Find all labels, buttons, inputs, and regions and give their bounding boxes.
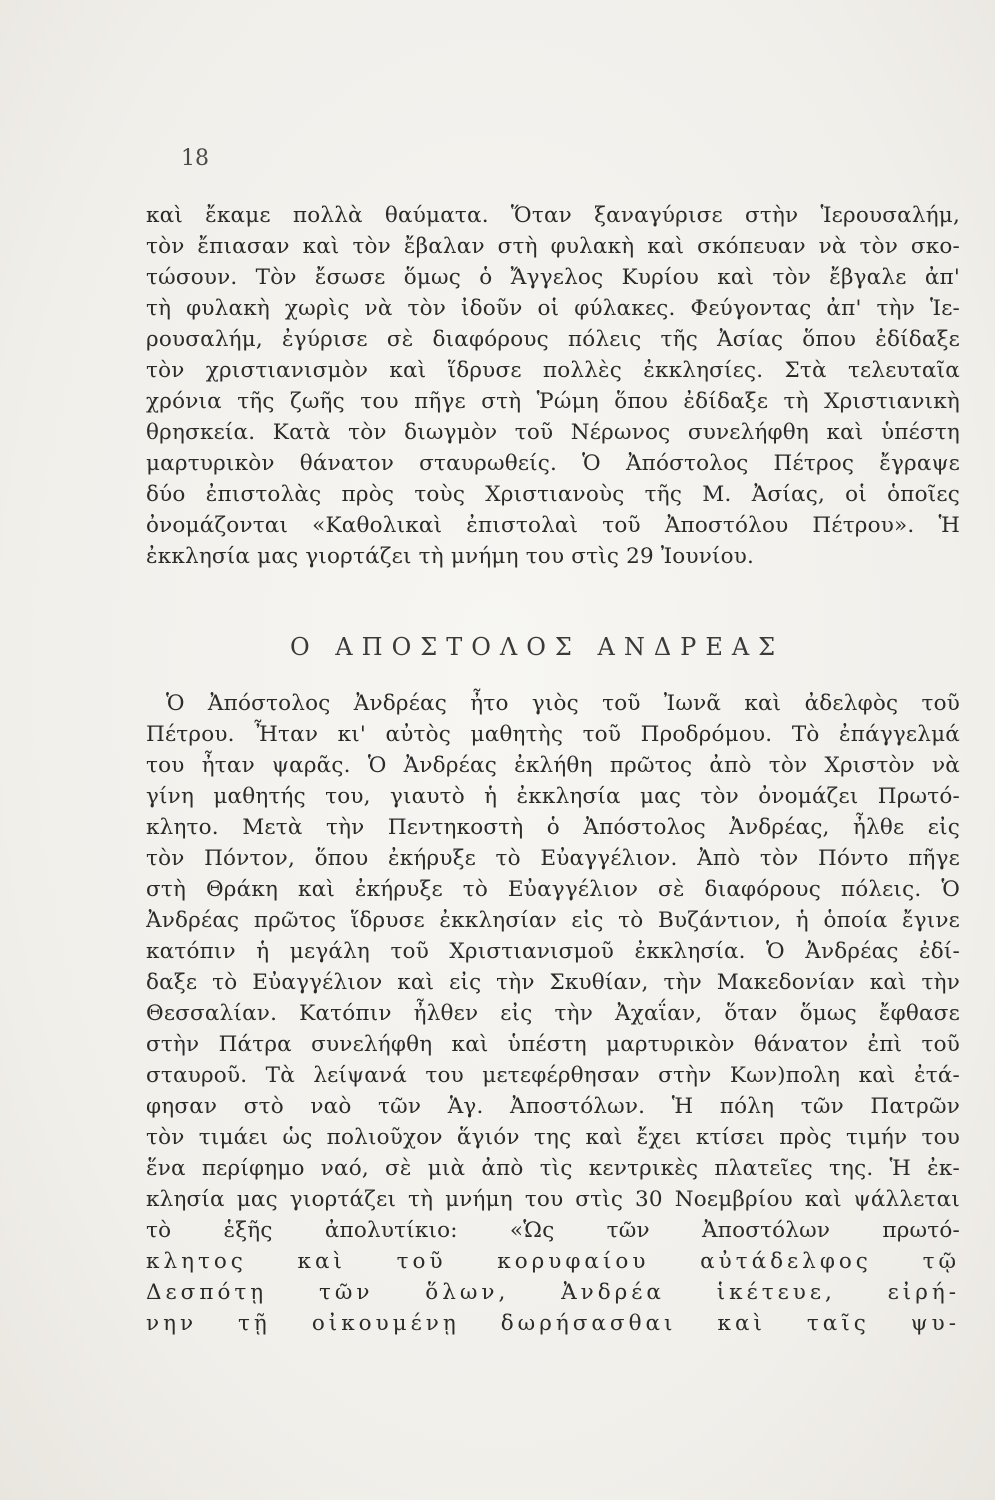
text-line: τὸν Πόντον, ὅπου ἐκήρυξε τὸ Εὐαγγέλιον. Ἀπὸ τὸν Πόντο πῆγε (146, 846, 960, 871)
text-line: ὀνομάζονται «Καθολικαὶ ἐπιστολαὶ τοῦ Ἀποστόλου Πέτρου». Ἡ (146, 513, 960, 538)
text-line: Θεσσαλίαν. Κατόπιν ἦλθεν εἰς τὴν Ἀχαΐαν, ὅταν ὅμως ἔφθασε (146, 1001, 960, 1026)
text-line: χρόνια τῆς ζωῆς του πῆγε στὴ Ῥώμη ὅπου ἐδίδαξε τὴ Χριστιανικὴ (146, 389, 960, 414)
section-heading: Ο ΑΠΟΣΤΟΛΟΣ ΑΝΔΡΕΑΣ (290, 633, 785, 661)
text-line: γίνη μαθητής του, γιαυτὸ ἡ ἐκκλησία μας τὸν ὀνομάζει Πρωτό- (146, 784, 960, 809)
text-line: καὶ ἔκαμε πολλὰ θαύματα. Ὅταν ξαναγύρισε στὴν Ἱερουσαλήμ, (146, 203, 960, 228)
text-line: ἐκκλησία μας γιορτάζει τὴ μνήμη του στὶς 29 Ἰουνίου. (146, 544, 755, 569)
text-line: τὸ ἑξῆς ἀπολυτίκιο: «Ὡς τῶν Ἀποστόλων πρωτό- (146, 1218, 960, 1243)
text-line: τὸν ἔπιασαν καὶ τὸν ἔβαλαν στὴ φυλακὴ καὶ σκόπευαν νὰ τὸν σκο- (146, 234, 960, 259)
page-number: 18 (181, 146, 209, 171)
text-line: θρησκεία. Κατὰ τὸν διωγμὸν τοῦ Νέρωνος συνελήφθη καὶ ὑπέστη (146, 420, 960, 445)
paragraph-apostle-peter (146, 200, 960, 572)
text-line: κλητο. Μετὰ τὴν Πεντηκοστὴ ὁ Ἀπόστολος Ἀνδρέας, ἦλθε εἰς (146, 815, 960, 840)
text-line: στὴν Πάτρα συνελήφθη καὶ ὑπέστη μαρτυρικὸν θάνατον ἐπὶ τοῦ (146, 1032, 960, 1057)
text-line: τὴ φυλακὴ χωρὶς νὰ τὸν ἰδοῦν οἱ φύλακες. Φεύγοντας ἀπ' τὴν Ἱε- (146, 296, 960, 321)
text-line: ἕνα περίφημο ναό, σὲ μιὰ ἀπὸ τὶς κεντρικὲς πλατεῖες της. Ἡ ἐκ- (146, 1156, 960, 1181)
text-line: δαξε τὸ Εὐαγγέλιον καὶ εἰς τὴν Σκυθίαν, τὴν Μακεδονίαν καὶ τὴν (146, 970, 960, 995)
text-line: Ἀνδρέας πρῶτος ἵδρυσε ἐκκλησίαν εἰς τὸ Βυζάντιον, ἡ ὁποία ἔγινε (146, 908, 960, 933)
text-line: του ἦταν ψαρᾶς. Ὁ Ἀνδρέας ἐκλήθη πρῶτος ἀπὸ τὸν Χριστὸν νὰ (146, 753, 960, 778)
text-line: μαρτυρικὸν θάνατον σταυρωθείς. Ὁ Ἀπόστολος Πέτρος ἔγραψε (146, 451, 960, 476)
text-line: φησαν στὸ ναὸ τῶν Ἁγ. Ἀποστόλων. Ἡ πόλη τῶν Πατρῶν (146, 1094, 960, 1119)
text-line: κλησία μας γιορτάζει τὴ μνήμη του στὶς 30 Νοεμβρίου καὶ ψάλλεται (146, 1187, 960, 1212)
text-line: Ὁ Ἀπόστολος Ἀνδρέας ἦτο γιὸς τοῦ Ἰωνᾶ καὶ ἀδελφὸς τοῦ (166, 691, 960, 716)
paragraph-apostle-andrew (146, 688, 960, 1339)
text-line: δύο ἐπιστολὰς πρὸς τοὺς Χριστιανοὺς τῆς Μ. Ἀσίας, οἱ ὁποῖες (146, 482, 960, 507)
text-line: τὸν χριστιανισμὸν καὶ ἵδρυσε πολλὲς ἐκκλησίες. Στὰ τελευταῖα (146, 358, 960, 383)
text-line: σταυροῦ. Τὰ λείψανά του μετεφέρθησαν στὴν Κων)πολη καὶ ἐτά- (146, 1063, 960, 1088)
text-line: στὴ Θράκη καὶ ἐκήρυξε τὸ Εὐαγγέλιον σὲ διαφόρους πόλεις. Ὁ (146, 877, 960, 902)
text-line: Πέτρου. Ἦταν κι' αὐτὸς μαθητὴς τοῦ Προδρόμου. Τὸ ἐπάγγελμά (146, 722, 960, 747)
text-line: τώσουν. Τὸν ἔσωσε ὅμως ὁ Ἄγγελος Κυρίου καὶ τὸν ἔβγαλε ἀπ' (146, 265, 960, 290)
text-line: κατόπιν ἡ μεγάλη τοῦ Χριστιανισμοῦ ἐκκλησία. Ὁ Ἀνδρέας ἐδί- (146, 939, 960, 964)
text-line: κλητος καὶ τοῦ κορυφαίου αὐτάδελφος τῷ (146, 1249, 960, 1274)
text-line: ρουσαλήμ, ἐγύρισε σὲ διαφόρους πόλεις τῆς Ἀσίας ὅπου ἐδίδαξε (146, 327, 960, 352)
text-line: τὸν τιμάει ὡς πολιοῦχον ἅγιόν της καὶ ἔχει κτίσει πρὸς τιμήν του (146, 1125, 960, 1150)
text-line: Δεσπότῃ τῶν ὅλων, Ἀνδρέα ἱκέτευε, εἰρή- (146, 1280, 960, 1305)
text-line: νην τῇ οἰκουμένῃ δωρήσασθαι καὶ ταῖς ψυ- (146, 1311, 960, 1336)
